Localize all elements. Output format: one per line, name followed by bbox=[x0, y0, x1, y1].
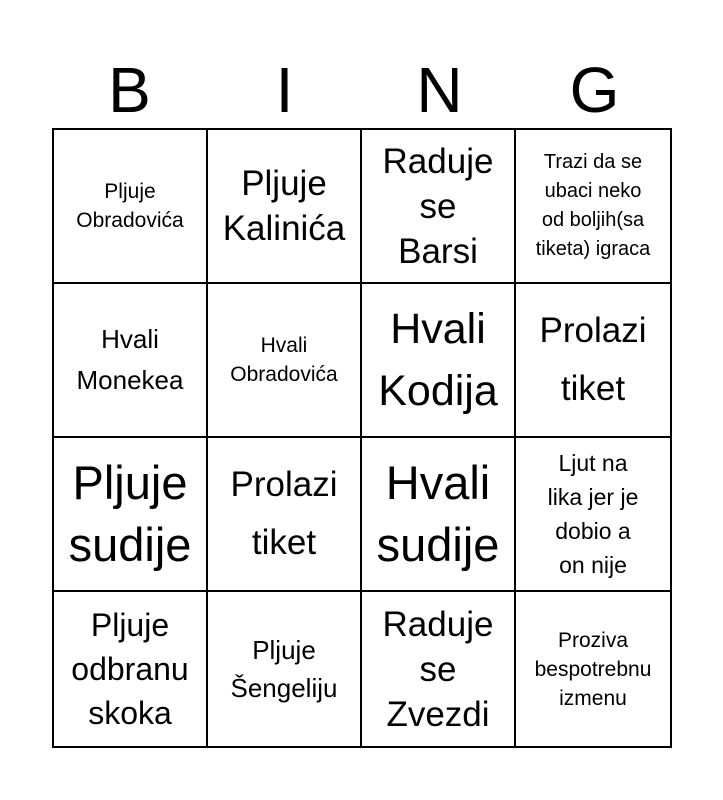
bingo-cell-r3-c0[interactable] bbox=[54, 592, 208, 746]
bingo-cell-r0-c3[interactable] bbox=[516, 130, 670, 284]
bingo-cell-text: Pljuje Obradovića bbox=[76, 180, 184, 232]
bingo-cell-r0-c2[interactable] bbox=[362, 130, 516, 284]
bingo-cell-text: Hvali Kodija bbox=[378, 305, 498, 415]
header-letter-g: G bbox=[569, 54, 620, 126]
bingo-cell-r2-c3[interactable] bbox=[516, 438, 670, 592]
bingo-cell-text: Ljut na lika jer je dobio a on nije bbox=[547, 450, 639, 578]
bingo-cell-r1-c0[interactable] bbox=[54, 284, 208, 438]
bingo-cell-text: Pljuje odbranu skoka bbox=[71, 607, 189, 731]
bingo-cell-text: Pljuje Šengeliju bbox=[230, 635, 338, 703]
header-letter-i: I bbox=[275, 54, 294, 126]
bingo-cell-text: Raduje se Zvezdi bbox=[382, 604, 494, 734]
bingo-cell-r2-c1[interactable] bbox=[208, 438, 362, 592]
bingo-cell-r0-c1[interactable] bbox=[208, 130, 362, 284]
bingo-cell-r2-c0[interactable] bbox=[54, 438, 208, 592]
bingo-cell-r3-c2[interactable] bbox=[362, 592, 516, 746]
bingo-cell-r0-c0[interactable] bbox=[54, 130, 208, 284]
bingo-cell-text: Hvali Monekea bbox=[76, 324, 184, 395]
bingo-card bbox=[52, 128, 672, 748]
bingo-cell-r1-c3[interactable] bbox=[516, 284, 670, 438]
bingo-cell-r3-c1[interactable] bbox=[208, 592, 362, 746]
header-letter-n: N bbox=[416, 54, 463, 126]
header-letter-b: B bbox=[108, 54, 151, 126]
bingo-cell-text: Proziva bespotrebnu izmenu bbox=[534, 628, 652, 710]
bingo-cell-text: Raduje se Barsi bbox=[382, 141, 494, 271]
bingo-cell-r1-c2[interactable] bbox=[362, 284, 516, 438]
bingo-cell-r2-c2[interactable] bbox=[362, 438, 516, 592]
bingo-cell-text: Prolazi tiket bbox=[539, 311, 647, 408]
bingo-header bbox=[52, 52, 672, 128]
bingo-cell-text: Hvali Obradovića bbox=[230, 334, 338, 386]
bingo-cell-text: Trazi da se ubaci neko od boljih(sa tiketa) igraca bbox=[535, 151, 651, 260]
bingo-cell-r1-c1[interactable] bbox=[208, 284, 362, 438]
bingo-cell-text: Pljuje Kalinića bbox=[222, 164, 346, 248]
bingo-cell-text: Pljuje sudije bbox=[68, 456, 192, 571]
bingo-cell-r3-c3[interactable] bbox=[516, 592, 670, 746]
bingo-cell-text: Prolazi tiket bbox=[230, 465, 338, 562]
bingo-cell-text: Hvali sudije bbox=[376, 456, 500, 571]
